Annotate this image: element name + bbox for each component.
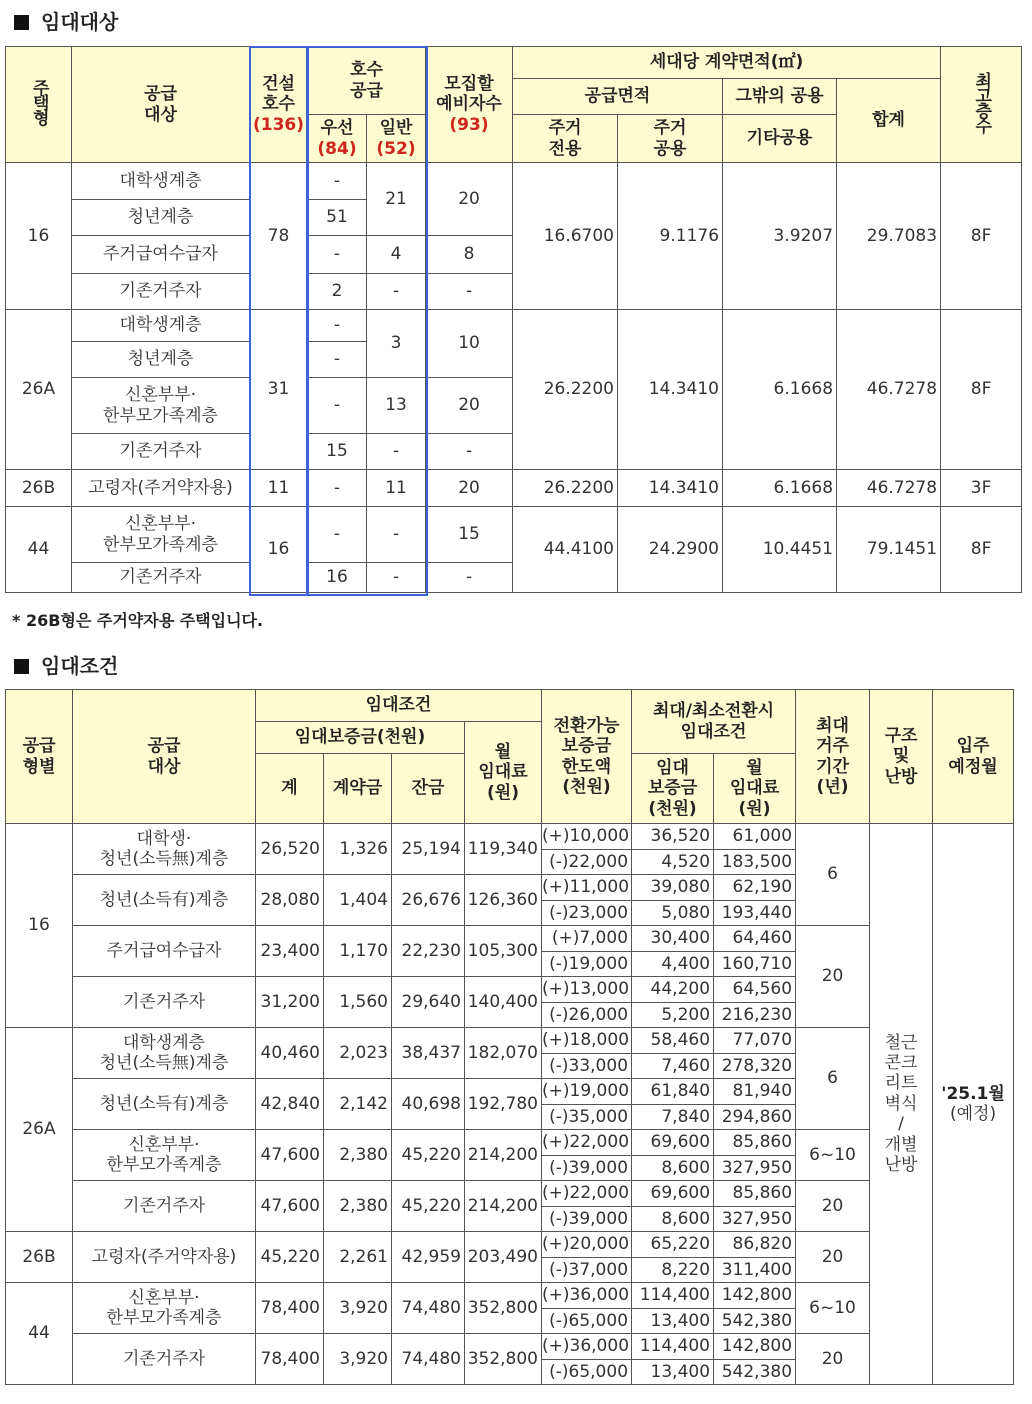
cell-total: 26,520 xyxy=(256,824,324,875)
hdr-type: 공급 형별 xyxy=(6,690,73,824)
cell-etc-common: 3.9207 xyxy=(723,163,837,310)
cell-conversion-minus: (-)65,000 xyxy=(542,1360,632,1385)
cell-floors: 8F xyxy=(941,507,1022,593)
hdr-conv-rent: 월 임대료 (원) xyxy=(714,754,796,824)
cell-period: 6 xyxy=(796,824,870,926)
cell-general: 3 xyxy=(367,310,426,378)
cell-sum: 79.1451 xyxy=(837,507,941,593)
cell-reserve: 20 xyxy=(426,470,513,507)
cell-conv-rent: 542,380 xyxy=(714,1360,796,1385)
cell-rent: 203,490 xyxy=(465,1232,542,1283)
cell-rent: 214,200 xyxy=(465,1130,542,1181)
cell-balance: 22,230 xyxy=(392,926,465,977)
cell-contract: 2,380 xyxy=(324,1181,392,1232)
cell-total: 47,600 xyxy=(256,1181,324,1232)
hdr-floors: 최고층수 xyxy=(941,47,1022,163)
cell-type: 16 xyxy=(6,163,72,310)
cell-built: 78 xyxy=(250,163,308,310)
hdr-sum: 합계 xyxy=(837,79,941,163)
cell-balance: 45,220 xyxy=(392,1181,465,1232)
cell-contract: 1,170 xyxy=(324,926,392,977)
cell-rent: 352,800 xyxy=(465,1283,542,1334)
cell-conv-deposit: 8,600 xyxy=(632,1207,714,1232)
cell-target: 주거급여수급자 xyxy=(72,236,250,274)
cell-conversion-plus: (+)19,000 xyxy=(542,1079,632,1105)
cell-rent: 192,780 xyxy=(465,1079,542,1130)
cell-conv-rent: 86,820 xyxy=(714,1232,796,1258)
move-in-month: '25.1월 xyxy=(941,1083,1005,1104)
hdr-type: 주택형 xyxy=(6,47,72,163)
cell-priority: - xyxy=(308,507,367,563)
cell-general: - xyxy=(367,563,426,593)
cell-conv-deposit: 30,400 xyxy=(632,926,714,952)
cell-conv-rent: 542,380 xyxy=(714,1309,796,1334)
cell-conv-rent: 142,800 xyxy=(714,1334,796,1360)
hdr-units: 호수 공급 xyxy=(308,47,426,115)
cell-built: 16 xyxy=(250,507,308,593)
rental-target-table xyxy=(5,46,1022,593)
cell-balance: 25,194 xyxy=(392,824,465,875)
cell-target: 대학생계층 청년(소득無)계층 xyxy=(73,1028,256,1079)
cell-total: 40,460 xyxy=(256,1028,324,1079)
cell-target: 신혼부부· 한부모가족계층 xyxy=(73,1130,256,1181)
cell-contract: 2,142 xyxy=(324,1079,392,1130)
cell-conv-rent: 216,230 xyxy=(714,1003,796,1028)
cell-general: - xyxy=(367,434,426,470)
cell-res-common: 14.3410 xyxy=(618,470,723,507)
cell-res-private: 26.2200 xyxy=(513,310,618,470)
cell-general: 4 xyxy=(367,236,426,274)
hdr-target: 공급 대상 xyxy=(73,690,256,824)
cell-target: 기존거주자 xyxy=(73,1334,256,1385)
cell-conv-deposit: 58,460 xyxy=(632,1028,714,1054)
cell-period: 20 xyxy=(796,1181,870,1232)
cell-rent: 182,070 xyxy=(465,1028,542,1079)
hdr-contract: 계약금 xyxy=(324,754,392,824)
cell-target: 신혼부부· 한부모가족계층 xyxy=(72,507,250,563)
cell-priority: - xyxy=(308,470,367,507)
cell-res-private: 16.6700 xyxy=(513,163,618,310)
cell-balance: 42,959 xyxy=(392,1232,465,1283)
cell-total: 31,200 xyxy=(256,977,324,1028)
cell-priority: - xyxy=(308,236,367,274)
cell-target: 대학생계층 xyxy=(72,310,250,342)
cell-period: 20 xyxy=(796,926,870,1028)
cell-conv-rent: 193,440 xyxy=(714,901,796,926)
cell-balance: 26,676 xyxy=(392,875,465,926)
cell-conv-deposit: 36,520 xyxy=(632,824,714,850)
cell-conv-deposit: 69,600 xyxy=(632,1181,714,1207)
cell-contract: 2,261 xyxy=(324,1232,392,1283)
cell-reserve: 15 xyxy=(426,507,513,563)
cell-type: 26A xyxy=(6,1028,73,1232)
cell-contract: 2,380 xyxy=(324,1130,392,1181)
cell-balance: 74,480 xyxy=(392,1334,465,1385)
cell-conv-deposit: 13,400 xyxy=(632,1309,714,1334)
cell-conv-deposit: 13,400 xyxy=(632,1360,714,1385)
cell-rent: 105,300 xyxy=(465,926,542,977)
cell-conv-rent: 327,950 xyxy=(714,1156,796,1181)
cell-conv-rent: 327,950 xyxy=(714,1207,796,1232)
cell-total: 45,220 xyxy=(256,1232,324,1283)
cell-balance: 45,220 xyxy=(392,1130,465,1181)
cell-target: 신혼부부· 한부모가족계층 xyxy=(73,1283,256,1334)
cell-conv-rent: 278,320 xyxy=(714,1054,796,1079)
cell-conv-rent: 62,190 xyxy=(714,875,796,901)
cell-built: 31 xyxy=(250,310,308,470)
cell-conversion-minus: (-)22,000 xyxy=(542,850,632,875)
cell-total: 78,400 xyxy=(256,1283,324,1334)
cell-general: - xyxy=(367,507,426,563)
cell-res-private: 26.2200 xyxy=(513,470,618,507)
cell-priority: 51 xyxy=(308,200,367,236)
cell-conv-rent: 85,860 xyxy=(714,1130,796,1156)
cell-conv-rent: 142,800 xyxy=(714,1283,796,1309)
hdr-supply-area: 공급면적 xyxy=(513,79,723,115)
cell-target: 고령자(주거약자용) xyxy=(73,1232,256,1283)
cell-total: 42,840 xyxy=(256,1079,324,1130)
cell-conversion-plus: (+)13,000 xyxy=(542,977,632,1003)
cell-balance: 74,480 xyxy=(392,1283,465,1334)
cell-priority: - xyxy=(308,310,367,342)
cell-general: 11 xyxy=(367,470,426,507)
hdr-reserve: 모집할 예비자수 (93) xyxy=(426,47,513,163)
cell-sum: 29.7083 xyxy=(837,163,941,310)
cell-total: 23,400 xyxy=(256,926,324,977)
cell-target: 청년(소득有)계층 xyxy=(73,875,256,926)
cell-built: 11 xyxy=(250,470,308,507)
cell-conv-deposit: 65,220 xyxy=(632,1232,714,1258)
cell-conv-rent: 77,070 xyxy=(714,1028,796,1054)
cell-res-private: 44.4100 xyxy=(513,507,618,593)
cell-conversion-minus: (-)65,000 xyxy=(542,1309,632,1334)
cell-conversion-plus: (+)22,000 xyxy=(542,1130,632,1156)
cell-target: 기존거주자 xyxy=(72,434,250,470)
cell-conversion-plus: (+)20,000 xyxy=(542,1232,632,1258)
cell-conversion-minus: (-)37,000 xyxy=(542,1258,632,1283)
cell-balance: 38,437 xyxy=(392,1028,465,1079)
cell-etc-common: 6.1668 xyxy=(723,470,837,507)
cell-conv-rent: 160,710 xyxy=(714,952,796,977)
cell-conversion-plus: (+)7,000 xyxy=(542,926,632,952)
hdr-max-min: 최대/최소전환시 임대조건 xyxy=(632,690,796,754)
cell-sum: 46.7278 xyxy=(837,470,941,507)
cell-priority: - xyxy=(308,163,367,200)
cell-total: 78,400 xyxy=(256,1334,324,1385)
cell-conv-deposit: 4,400 xyxy=(632,952,714,977)
cell-conv-deposit: 4,520 xyxy=(632,850,714,875)
hdr-balance: 잔금 xyxy=(392,754,465,824)
cell-contract: 1,404 xyxy=(324,875,392,926)
hdr-general: 일반 (52) xyxy=(367,115,426,163)
cell-sum: 46.7278 xyxy=(837,310,941,470)
cell-balance: 40,698 xyxy=(392,1079,465,1130)
cell-rent: 126,360 xyxy=(465,875,542,926)
cell-reserve: 20 xyxy=(426,378,513,434)
cell-target: 기존거주자 xyxy=(73,1181,256,1232)
rental-conditions-table xyxy=(5,689,1014,1385)
cell-conv-deposit: 8,600 xyxy=(632,1156,714,1181)
cell-conversion-minus: (-)23,000 xyxy=(542,901,632,926)
cell-conversion-plus: (+)18,000 xyxy=(542,1028,632,1054)
cell-conv-rent: 61,000 xyxy=(714,824,796,850)
cell-target: 주거급여수급자 xyxy=(73,926,256,977)
cell-conv-rent: 294,860 xyxy=(714,1105,796,1130)
cell-priority: - xyxy=(308,378,367,434)
cell-res-common: 24.2900 xyxy=(618,507,723,593)
cell-contract: 1,560 xyxy=(324,977,392,1028)
hdr-priority: 우선 (84) xyxy=(308,115,367,163)
cell-conversion-plus: (+)11,000 xyxy=(542,875,632,901)
hdr-conversion-limit: 전환가능 보증금 한도액 (천원) xyxy=(542,690,632,824)
hdr-other-common: 그밖의 공용 xyxy=(723,79,837,115)
cell-conversion-minus: (-)39,000 xyxy=(542,1207,632,1232)
cell-general: - xyxy=(367,274,426,310)
cell-conv-deposit: 7,840 xyxy=(632,1105,714,1130)
cell-conv-deposit: 114,400 xyxy=(632,1334,714,1360)
note-26b: * 26B형은 주거약자용 주택입니다. xyxy=(12,611,264,630)
cell-priority: 15 xyxy=(308,434,367,470)
cell-type: 26B xyxy=(6,1232,73,1283)
hdr-res-common: 주거 공용 xyxy=(618,115,723,163)
cell-target: 청년계층 xyxy=(72,200,250,236)
cell-conv-deposit: 7,460 xyxy=(632,1054,714,1079)
hdr-total: 계 xyxy=(256,754,324,824)
section-title-rental-target: 임대대상 xyxy=(14,6,118,35)
cell-type: 16 xyxy=(6,824,73,1028)
cell-period: 20 xyxy=(796,1232,870,1283)
cell-reserve: - xyxy=(426,434,513,470)
hdr-structure: 구조 및 난방 xyxy=(870,690,933,824)
cell-total: 47,600 xyxy=(256,1130,324,1181)
hdr-period: 최대 거주 기간 (년) xyxy=(796,690,870,824)
cell-contract: 2,023 xyxy=(324,1028,392,1079)
cell-rent: 352,800 xyxy=(465,1334,542,1385)
hdr-res-private: 주거 전용 xyxy=(513,115,618,163)
cell-res-common: 14.3410 xyxy=(618,310,723,470)
cell-rent: 214,200 xyxy=(465,1181,542,1232)
move-in-note: (예정) xyxy=(949,1104,997,1124)
cell-floors: 8F xyxy=(941,310,1022,470)
cell-rent: 119,340 xyxy=(465,824,542,875)
square-bullet-icon xyxy=(14,15,29,30)
cell-etc-common: 6.1668 xyxy=(723,310,837,470)
cell-move-in xyxy=(933,824,1014,1385)
cell-period: 6~10 xyxy=(796,1283,870,1334)
cell-target: 기존거주자 xyxy=(72,274,250,310)
cell-period: 20 xyxy=(796,1334,870,1385)
cell-general: 21 xyxy=(367,163,426,236)
section-title-rental-conditions: 임대조건 xyxy=(14,650,118,679)
cell-floors: 8F xyxy=(941,163,1022,310)
cell-target: 기존거주자 xyxy=(73,977,256,1028)
cell-period: 6~10 xyxy=(796,1130,870,1181)
cell-conv-rent: 183,500 xyxy=(714,850,796,875)
square-bullet-icon xyxy=(14,659,29,674)
cell-priority: 2 xyxy=(308,274,367,310)
cell-conversion-minus: (-)35,000 xyxy=(542,1105,632,1130)
cell-target: 대학생계층 xyxy=(72,163,250,200)
hdr-target: 공급 대상 xyxy=(72,47,250,163)
cell-target: 기존거주자 xyxy=(72,563,250,593)
hdr-area: 세대당 계약면적(㎡) xyxy=(513,47,941,79)
hdr-conv-deposit: 임대 보증금 (천원) xyxy=(632,754,714,824)
cell-res-common: 9.1176 xyxy=(618,163,723,310)
hdr-built: 건설 호수 (136) xyxy=(250,47,308,163)
cell-target: 고령자(주거약자용) xyxy=(72,470,250,507)
cell-conversion-minus: (-)26,000 xyxy=(542,1003,632,1028)
cell-conversion-plus: (+)36,000 xyxy=(542,1334,632,1360)
cell-conversion-minus: (-)39,000 xyxy=(542,1156,632,1181)
cell-reserve: - xyxy=(426,563,513,593)
cell-conv-deposit: 69,600 xyxy=(632,1130,714,1156)
cell-type: 44 xyxy=(6,1283,73,1385)
hdr-rent: 월 임대료 (원) xyxy=(465,722,542,824)
cell-conv-rent: 311,400 xyxy=(714,1258,796,1283)
cell-reserve: 20 xyxy=(426,163,513,236)
cell-conv-rent: 81,940 xyxy=(714,1079,796,1105)
cell-contract: 1,326 xyxy=(324,824,392,875)
cell-conv-deposit: 8,220 xyxy=(632,1258,714,1283)
hdr-deposit: 임대보증금(천원) xyxy=(256,722,465,754)
hdr-conditions: 임대조건 xyxy=(256,690,542,722)
cell-conversion-plus: (+)10,000 xyxy=(542,824,632,850)
cell-target: 청년계층 xyxy=(72,342,250,378)
cell-type: 26B xyxy=(6,470,72,507)
cell-target: 대학생· 청년(소득無)계층 xyxy=(73,824,256,875)
hdr-move-in: 입주 예정월 xyxy=(933,690,1014,824)
cell-contract: 3,920 xyxy=(324,1334,392,1385)
cell-general: 13 xyxy=(367,378,426,434)
cell-target: 청년(소득有)계층 xyxy=(73,1079,256,1130)
cell-floors: 3F xyxy=(941,470,1022,507)
cell-period: 6 xyxy=(796,1028,870,1130)
cell-priority: - xyxy=(308,342,367,378)
cell-etc-common: 10.4451 xyxy=(723,507,837,593)
cell-target: 신혼부부· 한부모가족계층 xyxy=(72,378,250,434)
cell-conversion-plus: (+)36,000 xyxy=(542,1283,632,1309)
cell-conv-deposit: 5,200 xyxy=(632,1003,714,1028)
cell-conv-rent: 64,460 xyxy=(714,926,796,952)
cell-conv-deposit: 5,080 xyxy=(632,901,714,926)
cell-type: 26A xyxy=(6,310,72,470)
cell-contract: 3,920 xyxy=(324,1283,392,1334)
cell-structure: 철근 콘크 리트 벽식 / 개별 난방 xyxy=(870,824,933,1385)
cell-conversion-minus: (-)19,000 xyxy=(542,952,632,977)
cell-conv-deposit: 61,840 xyxy=(632,1079,714,1105)
cell-conversion-minus: (-)33,000 xyxy=(542,1054,632,1079)
cell-conv-rent: 85,860 xyxy=(714,1181,796,1207)
cell-priority: 16 xyxy=(308,563,367,593)
cell-conv-deposit: 44,200 xyxy=(632,977,714,1003)
cell-conv-deposit: 39,080 xyxy=(632,875,714,901)
cell-conversion-plus: (+)22,000 xyxy=(542,1181,632,1207)
cell-conv-rent: 64,560 xyxy=(714,977,796,1003)
hdr-etc-common: 기타공용 xyxy=(723,115,837,163)
cell-total: 28,080 xyxy=(256,875,324,926)
cell-reserve: 10 xyxy=(426,310,513,378)
cell-balance: 29,640 xyxy=(392,977,465,1028)
cell-type: 44 xyxy=(6,507,72,593)
cell-reserve: - xyxy=(426,274,513,310)
cell-reserve: 8 xyxy=(426,236,513,274)
cell-rent: 140,400 xyxy=(465,977,542,1028)
cell-conv-deposit: 114,400 xyxy=(632,1283,714,1309)
